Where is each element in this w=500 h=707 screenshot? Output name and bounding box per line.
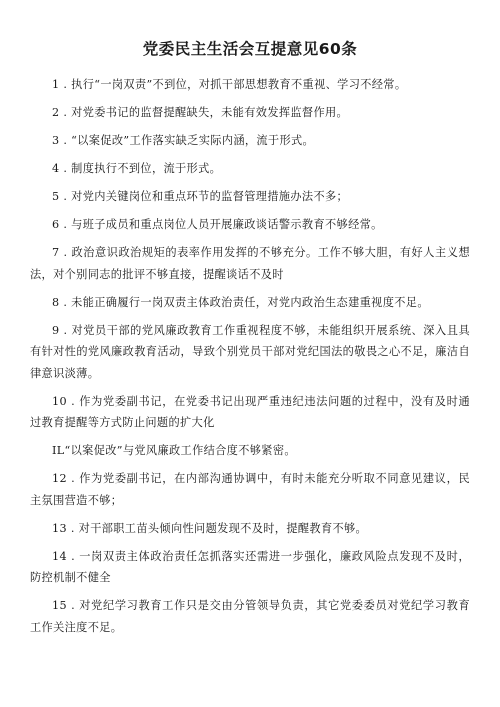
list-item: 14 . 一岗双责主体政治责任怎抓落实还需进一步强化，廉政风险点发现不及时，防控机制不健全 [30,549,470,584]
list-item: 7 . 政治意识政治规矩的表率作用发挥的不够充分。工作不够大胆，有好人主义想法，对个别同志的批评不够直接，提醒谈话不及时 [30,246,470,281]
list-item: 5 . 对党内关键岗位和重点环节的监督管理措施办法不多； [52,190,349,203]
list-item: IL“以案促改”与党风廉政工作结合度不够紧密。 [52,444,296,457]
list-item: 12 . 作为党委副书记，在内部沟通协调中，有时未能充分听取不同意见建议，民主氛围营造不够； [30,472,470,507]
list-item: 2 . 对党委书记的监督提醒缺失，未能有效发挥监督作用。 [52,106,349,119]
list-item: 15 . 对党纪学习教育工作只是交由分管领导负责，其它党委委员对党纪学习教育工作关注度不足。 [30,599,470,634]
page-title: 党委民主生活会互提意见60条 [142,40,358,58]
list-item: 9 . 对党员干部的党风廉政教育工作重视程度不够，未能组织开展系统、深入且具有针对性的党风廉政教育活动，导致个别党员干部对党纪国法的敬畏之心不足，廉洁自律意识淡薄。 [30,323,470,380]
list-item: 6 . 与班子成员和重点岗位人员开展廉政谈话警示教育不够经常。 [52,218,383,231]
list-item: 10 . 作为党委副书记，在党委书记出现严重违纪违法问题的过程中，没有及时通过教育提醒等方式防止问题的扩大化 [30,394,470,429]
list-item: 13 . 对干部职工苗头倾向性问题发现不及时，提醒教育不够。 [52,521,368,535]
list-item: 3 . “以案促改”工作落实缺乏实际内涵，流于形式。 [52,134,315,147]
opinion-list [30,74,470,638]
list-item: 1 . 执行“一岗双责”不到位，对抓干部思想教育不重视、学习不经常。 [52,78,407,91]
list-item: 8 . 未能正确履行一岗双责主体政治责任，对党内政治生态建重视度不足。 [52,295,429,309]
list-item: 4 . 制度执行不到位，流于形式。 [52,162,222,175]
